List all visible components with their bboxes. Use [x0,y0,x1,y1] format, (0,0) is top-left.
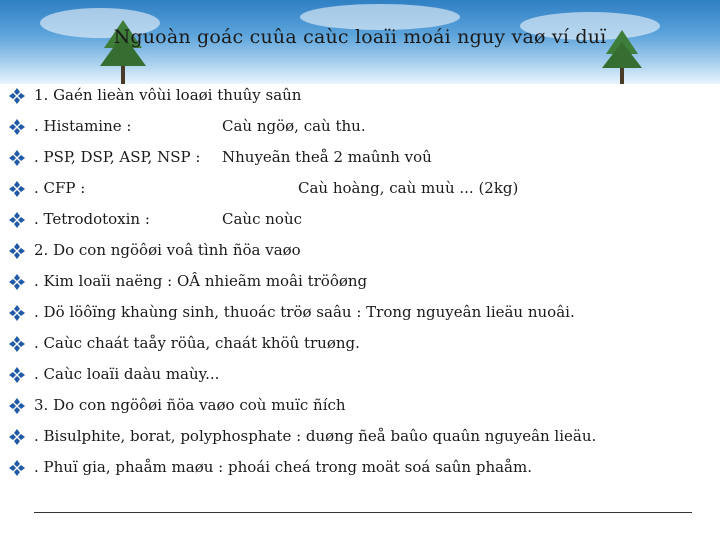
bullet-text: . Caùc loaïi daàu maùy... [34,365,220,383]
bullet-text: 1. Gaén lieàn vôùi loaøi thuûy saûn [34,86,302,104]
footer-divider [34,512,692,513]
list-item [8,301,712,325]
diamond-bullet-icon [8,87,26,105]
list-item [8,425,712,449]
list-item [8,363,712,387]
slide-header-banner [0,0,720,84]
bullet-value: Caù hoàng, caù muù ... (2kg) [298,179,519,197]
list-item [8,394,712,418]
list-item [8,177,712,201]
bullet-text: . CFP : [34,179,86,197]
diamond-bullet-icon [8,397,26,415]
diamond-bullet-icon [8,242,26,260]
bullet-value: Caùc noùc [222,210,303,228]
diamond-bullet-icon [8,459,26,477]
list-item [8,332,712,356]
diamond-bullet-icon [8,428,26,446]
diamond-bullet-icon [8,180,26,198]
diamond-bullet-icon [8,211,26,229]
diamond-bullet-icon [8,273,26,291]
list-item [8,239,712,263]
diamond-bullet-icon [8,366,26,384]
list-item [8,208,712,232]
bullet-text: 3. Do con ngöôøi ñöa vaøo coù muïc ñích [34,396,346,414]
list-item [8,146,712,170]
bullet-text: . Dö löôïng khaùng sinh, thuoác tröø saâu : Trong nguyeân lieäu nuoâi. [34,303,575,321]
bullet-text: . Tetrodotoxin : [34,210,150,228]
bullet-text: . Phuï gia, phaåm maøu : phoái cheá trong moät soá saûn phaåm. [34,458,532,476]
bullet-value: Caù ngöø, caù thu. [222,117,366,135]
list-item [8,270,712,294]
diamond-bullet-icon [8,149,26,167]
list-item [8,115,712,139]
bullet-text: . Histamine : [34,117,132,135]
diamond-bullet-icon [8,304,26,322]
diamond-bullet-icon [8,335,26,353]
bullet-text: . Bisulphite, borat, polyphosphate : duøng ñeå baûo quaûn nguyeân lieäu. [34,427,597,445]
diamond-bullet-icon [8,118,26,136]
bullet-text: 2. Do con ngöôøi voâ tình ñöa vaøo [34,241,301,259]
list-item [8,456,712,480]
slide-title: Nguoàn goác cuûa caùc loaïi moái nguy vaø ví duï [113,26,607,48]
bullet-text: . Kim loaïi naëng : OÂ nhieãm moâi tröôøng [34,272,368,290]
bullet-text: . Caùc chaát taåy röûa, chaát khöû truøng. [34,334,360,352]
bullet-text: . PSP, DSP, ASP, NSP : [34,148,201,166]
list-item [8,84,712,108]
bullet-value: Nhuyeãn theå 2 maûnh voû [222,148,432,166]
